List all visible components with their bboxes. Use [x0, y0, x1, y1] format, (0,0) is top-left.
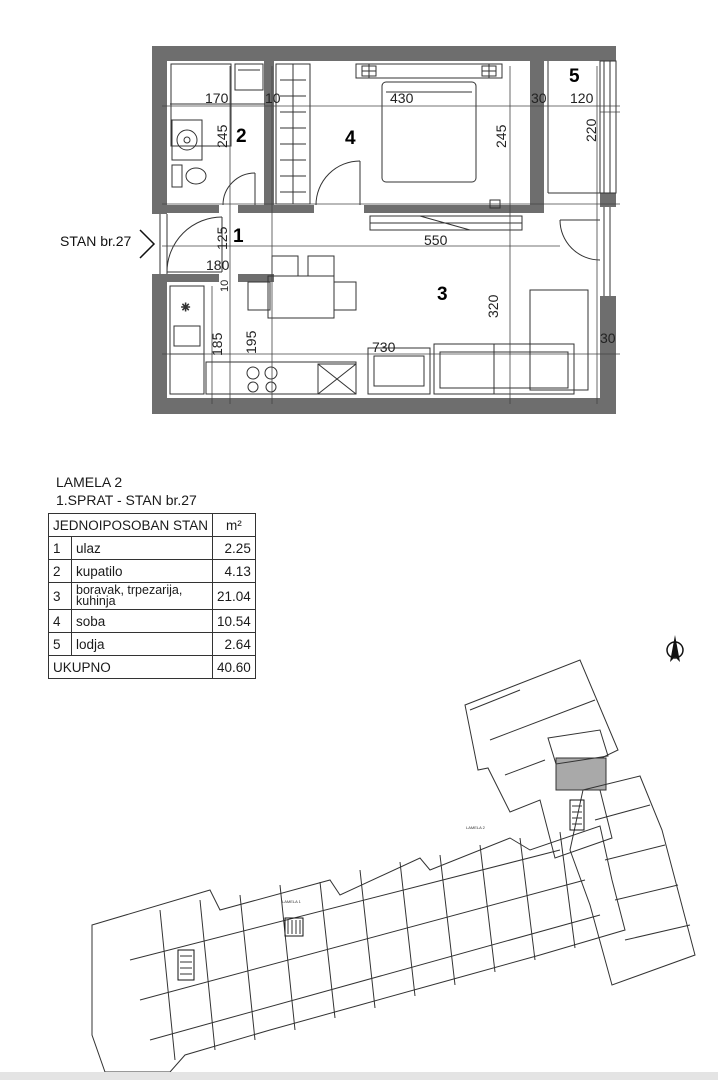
wall-bedroom-loggia — [530, 61, 544, 209]
wall-bedroom-bottom-b — [364, 205, 544, 213]
caption-lamela: LAMELA 2 — [56, 474, 123, 490]
row-number: 4 — [49, 610, 72, 633]
wall-entry-bottom — [167, 274, 219, 282]
row-area: 2.64 — [213, 633, 256, 656]
wall-right-lower — [600, 296, 616, 414]
wall-bath-bedroom — [264, 61, 274, 209]
dim-430: 430 — [390, 90, 414, 106]
plan-caption — [56, 473, 197, 509]
total-label: UKUPNO — [49, 656, 213, 679]
row-name-line2: kuhinja — [76, 594, 116, 608]
table-row — [49, 633, 256, 656]
row-number: 3 — [49, 583, 72, 610]
dim-245-right: 245 — [493, 124, 509, 148]
dim-220: 220 — [583, 118, 599, 142]
dim-170: 170 — [205, 90, 229, 106]
table-title: JEDNOIPOSOBAN STAN — [49, 514, 213, 537]
area-table — [48, 513, 256, 679]
site-plan — [92, 660, 695, 1072]
table-row — [49, 560, 256, 583]
dim-30-bottom: 30 — [600, 330, 616, 346]
entrance-label: STAN br.27 — [60, 233, 132, 249]
wall-bath-bottom-b — [238, 205, 274, 213]
entrance-arrow-icon — [140, 230, 154, 258]
room-number-1: 1 — [233, 226, 244, 247]
north-arrow-icon — [667, 635, 683, 662]
row-name: soba — [72, 610, 213, 633]
dim-245-left: 245 — [214, 124, 230, 148]
dim-195: 195 — [243, 330, 259, 354]
room-number-5: 5 — [569, 66, 580, 87]
row-area: 21.04 — [213, 583, 256, 610]
svg-text:✳: ✳ — [181, 302, 191, 314]
wall-left-lower — [152, 274, 167, 414]
table-total-row — [49, 656, 256, 679]
row-area: 2.25 — [213, 537, 256, 560]
wall-top — [152, 46, 616, 61]
wall-bedroom-bottom — [274, 205, 314, 213]
site-label-lamela-1: LAMELA 1 — [282, 899, 301, 904]
table-unit: m² — [213, 514, 256, 537]
dim-120: 120 — [570, 90, 594, 106]
wall-right-mid — [600, 193, 616, 207]
dim-550: 550 — [424, 232, 448, 248]
dim-10-mid: 10 — [219, 279, 231, 292]
dim-320: 320 — [485, 294, 501, 318]
room-number-3: 3 — [437, 284, 448, 305]
wall-entry-bottom-b — [238, 274, 274, 282]
dim-180: 180 — [206, 257, 230, 273]
bedroom-fixtures — [276, 64, 502, 208]
row-name: kupatilo — [72, 560, 213, 583]
table-header-row — [49, 514, 256, 537]
table-row — [49, 537, 256, 560]
wall-left-upper — [152, 46, 167, 214]
row-name: lodja — [72, 633, 213, 656]
row-name — [72, 583, 213, 610]
dim-125: 125 — [214, 226, 230, 250]
dim-185: 185 — [209, 332, 225, 356]
wall-bath-bottom — [167, 205, 219, 213]
room-number-2: 2 — [236, 126, 247, 147]
site-wing-right — [570, 776, 695, 985]
dim-730: 730 — [372, 339, 396, 355]
row-name-line1: boravak, trpezarija, — [76, 583, 183, 597]
dim-10-top: 10 — [265, 90, 281, 106]
row-area: 10.54 — [213, 610, 256, 633]
table-row — [49, 583, 256, 610]
wall-bottom — [152, 398, 616, 414]
row-number: 1 — [49, 537, 72, 560]
row-area: 4.13 — [213, 560, 256, 583]
row-number: 5 — [49, 633, 72, 656]
room-number-4: 4 — [345, 128, 356, 149]
wall-loggia-right — [600, 61, 616, 193]
table-row — [49, 610, 256, 633]
apartment-floor-plan — [60, 46, 620, 414]
row-number: 2 — [49, 560, 72, 583]
row-name: ulaz — [72, 537, 213, 560]
dim-30-top: 30 — [531, 90, 547, 106]
page-bottom-edge — [0, 1072, 718, 1080]
total-value: 40.60 — [213, 656, 256, 679]
caption-floor-apartment: 1.SPRAT - STAN br.27 — [56, 492, 197, 508]
site-label-lamela-2: LAMELA 2 — [466, 825, 485, 830]
